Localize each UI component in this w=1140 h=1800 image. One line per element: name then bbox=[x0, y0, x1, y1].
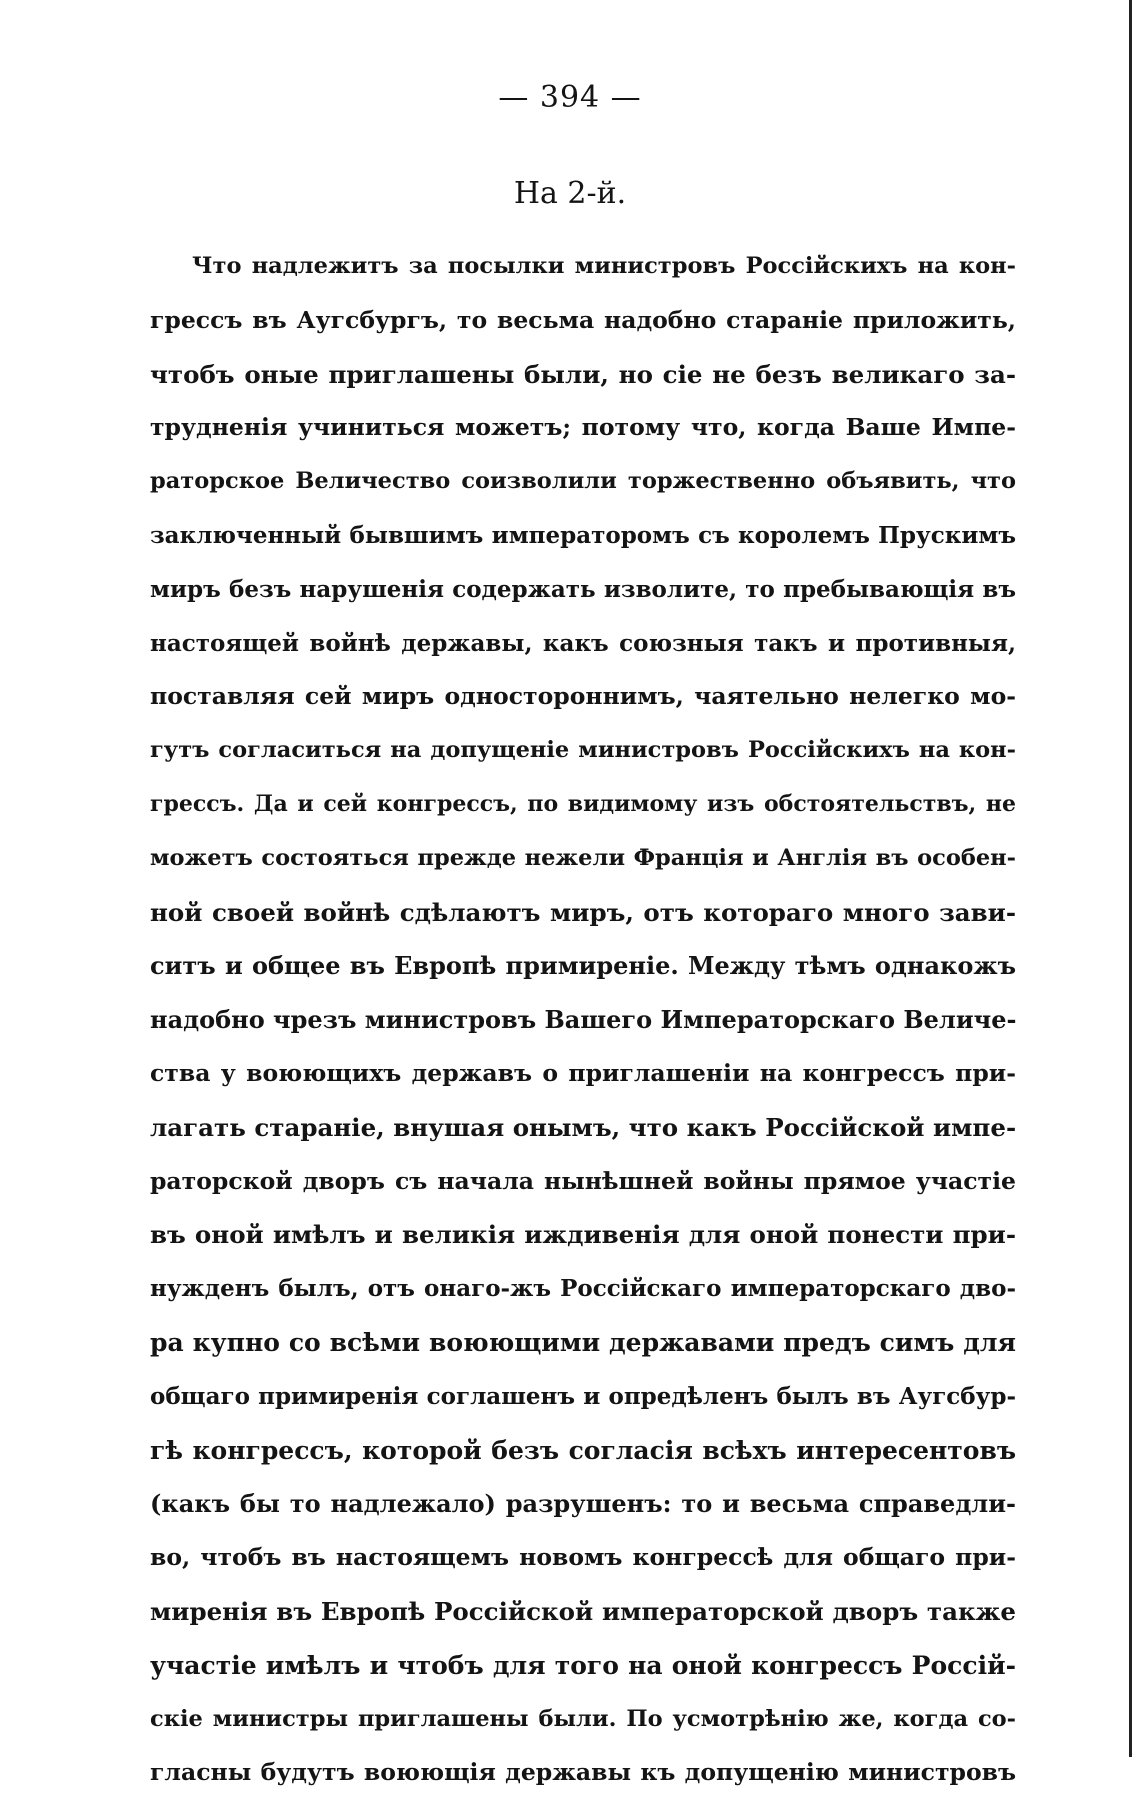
text-line: чтобъ оные приглашены были, но сіе не безъ великаго за- bbox=[150, 359, 1016, 389]
text-line: скіе министры приглашены были. По усмотрѣнію же, когда со- bbox=[150, 1705, 1016, 1732]
page-edge-rule bbox=[1129, 0, 1132, 1757]
text-line: заключенный бывшимъ императоромъ съ королемъ Прускимъ bbox=[150, 521, 1016, 549]
text-line: гутъ согласиться на допущеніе министровъ Россійскихъ на кон- bbox=[150, 737, 1016, 764]
text-line: участіе имѣлъ и чтобъ для того на оной конгрессъ Россій- bbox=[150, 1650, 1016, 1680]
text-line: раторской дворъ съ начала нынѣшней войны прямое участіе bbox=[150, 1166, 1016, 1195]
text-line: ситъ и общее въ Европѣ примиреніе. Между тѣмъ однакожъ bbox=[150, 951, 1016, 981]
text-line: лагать стараніе, внушая онымъ, что какъ Россійской импе- bbox=[150, 1112, 1017, 1142]
text-line: ства у воюющихъ державъ о приглашеніи на конгрессъ при- bbox=[150, 1058, 1016, 1087]
text-line: грессъ въ Аугсбургъ, то весьма надобно стараніе приложить, bbox=[150, 305, 1016, 334]
page-number: — 394 — bbox=[498, 80, 642, 115]
text-line: раторское Величество соизволили торжественно объявить, что bbox=[150, 468, 1016, 495]
text-line: въ оной имѣлъ и великія иждивенія для оной понести при- bbox=[150, 1220, 1016, 1250]
text-line: настоящей войнѣ державы, какъ союзныя такъ и противныя, bbox=[150, 629, 1016, 657]
text-line: миръ безъ нарушенія содержать изволите, то пребывающія въ bbox=[150, 575, 1016, 603]
section-heading: На 2-й. bbox=[513, 176, 627, 211]
text-line: миренія въ Европѣ Россійской императорской дворъ также bbox=[150, 1596, 1016, 1626]
text-line: Что надлежитъ за посылки министровъ Россійскихъ на кон- bbox=[192, 253, 1016, 279]
text-line: общаго примиренія соглашенъ и опредѣленъ былъ въ Аугсбур- bbox=[150, 1382, 1016, 1410]
text-line: во, чтобъ въ настоящемъ новомъ конгрессѣ для общаго при- bbox=[150, 1543, 1016, 1572]
text-line: трудненія учиниться можетъ; потому что, когда Ваше Импе- bbox=[150, 413, 1016, 442]
text-line: нужденъ былъ, отъ онаго-жъ Россійскаго императорскаго дво- bbox=[150, 1275, 1016, 1303]
text-line: грессъ. Да и сей конгрессъ, по видимому изъ обстоятельствъ, не bbox=[150, 790, 1016, 817]
text-line: ной своей войнѣ сдѣлаютъ миръ, отъ котораго много зави- bbox=[150, 897, 1016, 927]
text-line: гласны будутъ воюющія державы къ допущенію министровъ bbox=[150, 1758, 1016, 1787]
body-text bbox=[150, 240, 1016, 1800]
text-line: поставляя сей миръ одностороннимъ, чаятельно нелегко мо- bbox=[150, 682, 1016, 711]
text-line: (какъ бы то надлежало) разрушенъ: то и весьма справедли- bbox=[150, 1489, 1016, 1519]
text-line: можетъ состояться прежде нежели Франція и Англія въ особен- bbox=[150, 844, 1016, 871]
text-line: надобно чрезъ министровъ Вашего Императорскаго Величе- bbox=[150, 1005, 1017, 1035]
text-line: ра купно со всѣми воюющими державами предъ симъ для bbox=[150, 1327, 1016, 1357]
text-line: гѣ конгрессъ, которой безъ согласія всѣхъ интересентовъ bbox=[150, 1435, 1016, 1465]
